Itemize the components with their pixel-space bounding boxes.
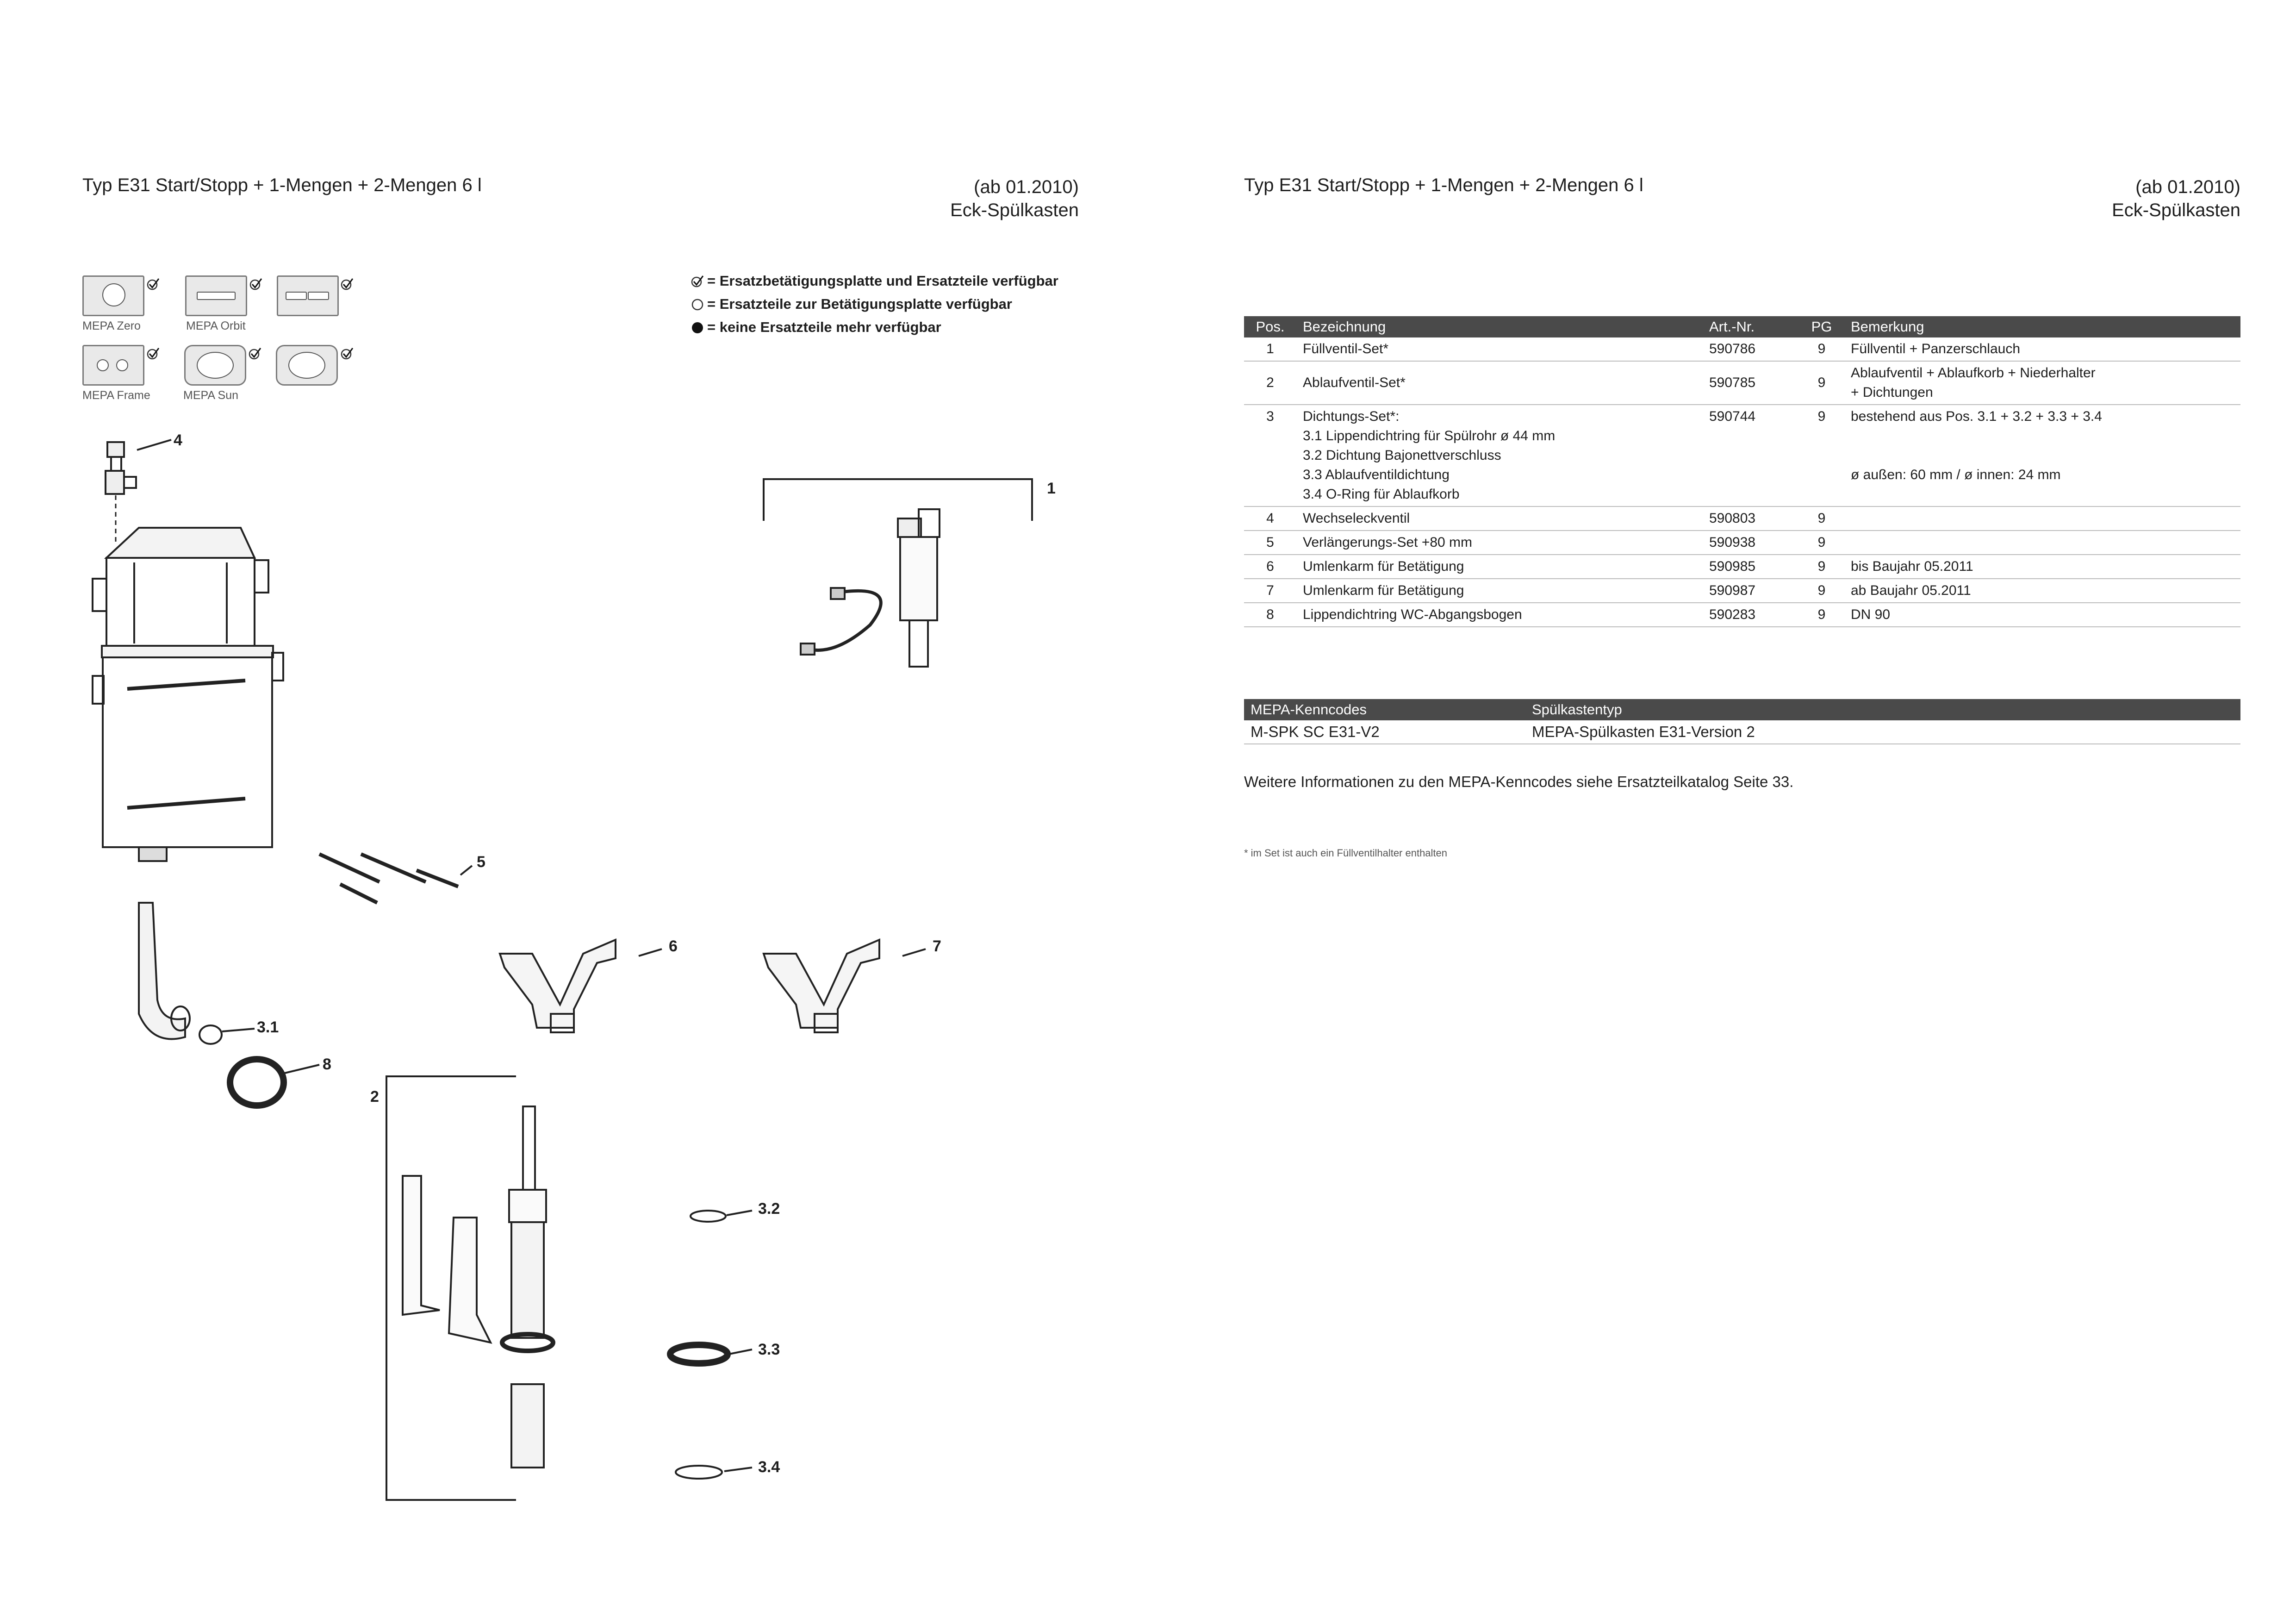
cell-name: Dichtungs-Set*: 3.1 Lippendichtring für Spülrohr ø 44 mm 3.2 Dichtung Bajonettverschluss 3.3 Ablaufventildichtung 3.4 O-Ring für Ablaufkorb [1296, 405, 1703, 506]
cell-name: Umlenkarm für Betätigung [1296, 579, 1703, 603]
cell-remark: DN 90 [1844, 603, 2240, 627]
lever-arm-drawing [500, 940, 662, 1032]
cell-remark: bis Baujahr 05.2011 [1844, 555, 2240, 579]
cell-pg: 9 [1799, 337, 1844, 361]
cell-pg: 9 [1799, 506, 1844, 531]
parts-table [1244, 316, 2240, 627]
cell-remark [1844, 531, 2240, 555]
cell-name: Lippendichtring WC-Abgangsbogen [1296, 603, 1703, 627]
col-bezeichnung: Bezeichnung [1296, 316, 1703, 337]
cell-pg: 9 [1799, 555, 1844, 579]
table-row [1244, 361, 2240, 405]
cell-code: M-SPK SC E31-V2 [1244, 720, 1525, 744]
callout-7: 7 [933, 937, 941, 955]
callout-3-1: 3.1 [257, 1018, 279, 1036]
info-text: Weitere Informationen zu den MEPA-Kenncodes siehe Ersatzteilkatalog Seite 33. [1244, 773, 1794, 790]
left-page-subtitle: Eck-Spülkasten [950, 200, 1079, 220]
cell-art: 590938 [1703, 531, 1799, 555]
callout-8: 8 [323, 1056, 331, 1073]
plate-label: MEPA Frame [82, 389, 150, 402]
fill-valve-drawing [764, 479, 1032, 667]
cell-remark: bestehend aus Pos. 3.1 + 3.2 + 3.3 + 3.4 ø außen: 60 mm / ø innen: 24 mm [1844, 405, 2240, 506]
col-pos: Pos. [1244, 316, 1296, 337]
cell-art: 590803 [1703, 506, 1799, 531]
cell-remark: ab Baujahr 05.2011 [1844, 579, 2240, 603]
legend-text: = Ersatzbetätigungsplatte und Ersatzteile verfügbar [707, 273, 1058, 289]
cell-remark: Füllventil + Panzerschlauch [1844, 337, 2240, 361]
right-page-title: Typ E31 Start/Stopp + 1-Mengen + 2-Mengen 6 l [1244, 175, 1643, 195]
cell-pg: 9 [1799, 361, 1844, 405]
cell-pos: 8 [1244, 603, 1296, 627]
cell-name: Wechseleckventil [1296, 506, 1703, 531]
table-row [1244, 603, 2240, 627]
cistern-drawing [93, 528, 283, 861]
table-header-row [1244, 699, 2240, 720]
cell-art: 590985 [1703, 555, 1799, 579]
right-page-date: (ab 01.2010) [2135, 177, 2240, 197]
cell-pos: 4 [1244, 506, 1296, 531]
cell-pg: 9 [1799, 579, 1844, 603]
table-row [1244, 531, 2240, 555]
cell-art: 590785 [1703, 361, 1799, 405]
cell-art: 590987 [1703, 579, 1799, 603]
right-page-subtitle: Eck-Spülkasten [2112, 200, 2240, 220]
callout-3-2: 3.2 [758, 1200, 780, 1218]
cell-art: 590283 [1703, 603, 1799, 627]
col-art-nr: Art.-Nr. [1703, 316, 1799, 337]
callout-3-4: 3.4 [758, 1458, 780, 1476]
table-row [1244, 720, 2240, 744]
cell-pos: 7 [1244, 579, 1296, 603]
cell-remark [1844, 506, 2240, 531]
callout-6: 6 [669, 937, 678, 955]
cell-pos: 3 [1244, 405, 1296, 506]
table-row [1244, 579, 2240, 603]
table-header-row [1244, 316, 2240, 337]
cell-type: MEPA-Spülkasten E31-Version 2 [1525, 720, 2240, 744]
table-row [1244, 337, 2240, 361]
callout-4: 4 [174, 431, 182, 449]
cell-remark: Ablaufventil + Ablaufkorb + Niederhalter + Dichtungen [1844, 361, 2240, 405]
table-row [1244, 405, 2240, 506]
seals-drawing [670, 1211, 752, 1479]
left-page-date: (ab 01.2010) [974, 177, 1079, 197]
cell-pos: 6 [1244, 555, 1296, 579]
callout-1: 1 [1047, 480, 1056, 497]
cell-pos: 1 [1244, 337, 1296, 361]
col-spuelkastentyp: Spülkastentyp [1525, 699, 2240, 720]
cell-pos: 5 [1244, 531, 1296, 555]
drain-valve-drawing [386, 1076, 553, 1500]
legend-text: = Ersatzteile zur Betätigungsplatte verfügbar [707, 296, 1012, 312]
footnote: * im Set ist auch ein Füllventilhalter enthalten [1244, 847, 1448, 859]
cell-art: 590744 [1703, 405, 1799, 506]
plate-label: MEPA Zero [82, 319, 141, 332]
callout-2: 2 [370, 1088, 379, 1106]
cell-pg: 9 [1799, 531, 1844, 555]
table-row [1244, 555, 2240, 579]
flush-bend-drawing [139, 903, 319, 1106]
left-page-title: Typ E31 Start/Stopp + 1-Mengen + 2-Mengen 6 l [82, 175, 482, 195]
cell-pg: 9 [1799, 405, 1844, 506]
col-kenncode: MEPA-Kenncodes [1244, 699, 1525, 720]
col-pg: PG [1799, 316, 1844, 337]
extension-screws-drawing [319, 854, 472, 903]
plate-label: MEPA Sun [183, 389, 239, 402]
plate-label: MEPA Orbit [186, 319, 246, 332]
callout-3-3: 3.3 [758, 1341, 780, 1358]
col-bemerkung: Bemerkung [1844, 316, 2240, 337]
table-row [1244, 506, 2240, 531]
cell-name: Ablaufventil-Set* [1296, 361, 1703, 405]
legend-text: = keine Ersatzteile mehr verfügbar [707, 319, 941, 335]
cell-name: Füllventil-Set* [1296, 337, 1703, 361]
cell-name: Verlängerungs-Set +80 mm [1296, 531, 1703, 555]
cell-pg: 9 [1799, 603, 1844, 627]
callout-5: 5 [477, 853, 485, 871]
cell-name: Umlenkarm für Betätigung [1296, 555, 1703, 579]
cell-art: 590786 [1703, 337, 1799, 361]
cell-pos: 2 [1244, 361, 1296, 405]
kenncode-table [1244, 699, 2240, 744]
lever-arm-new-drawing [764, 940, 926, 1032]
